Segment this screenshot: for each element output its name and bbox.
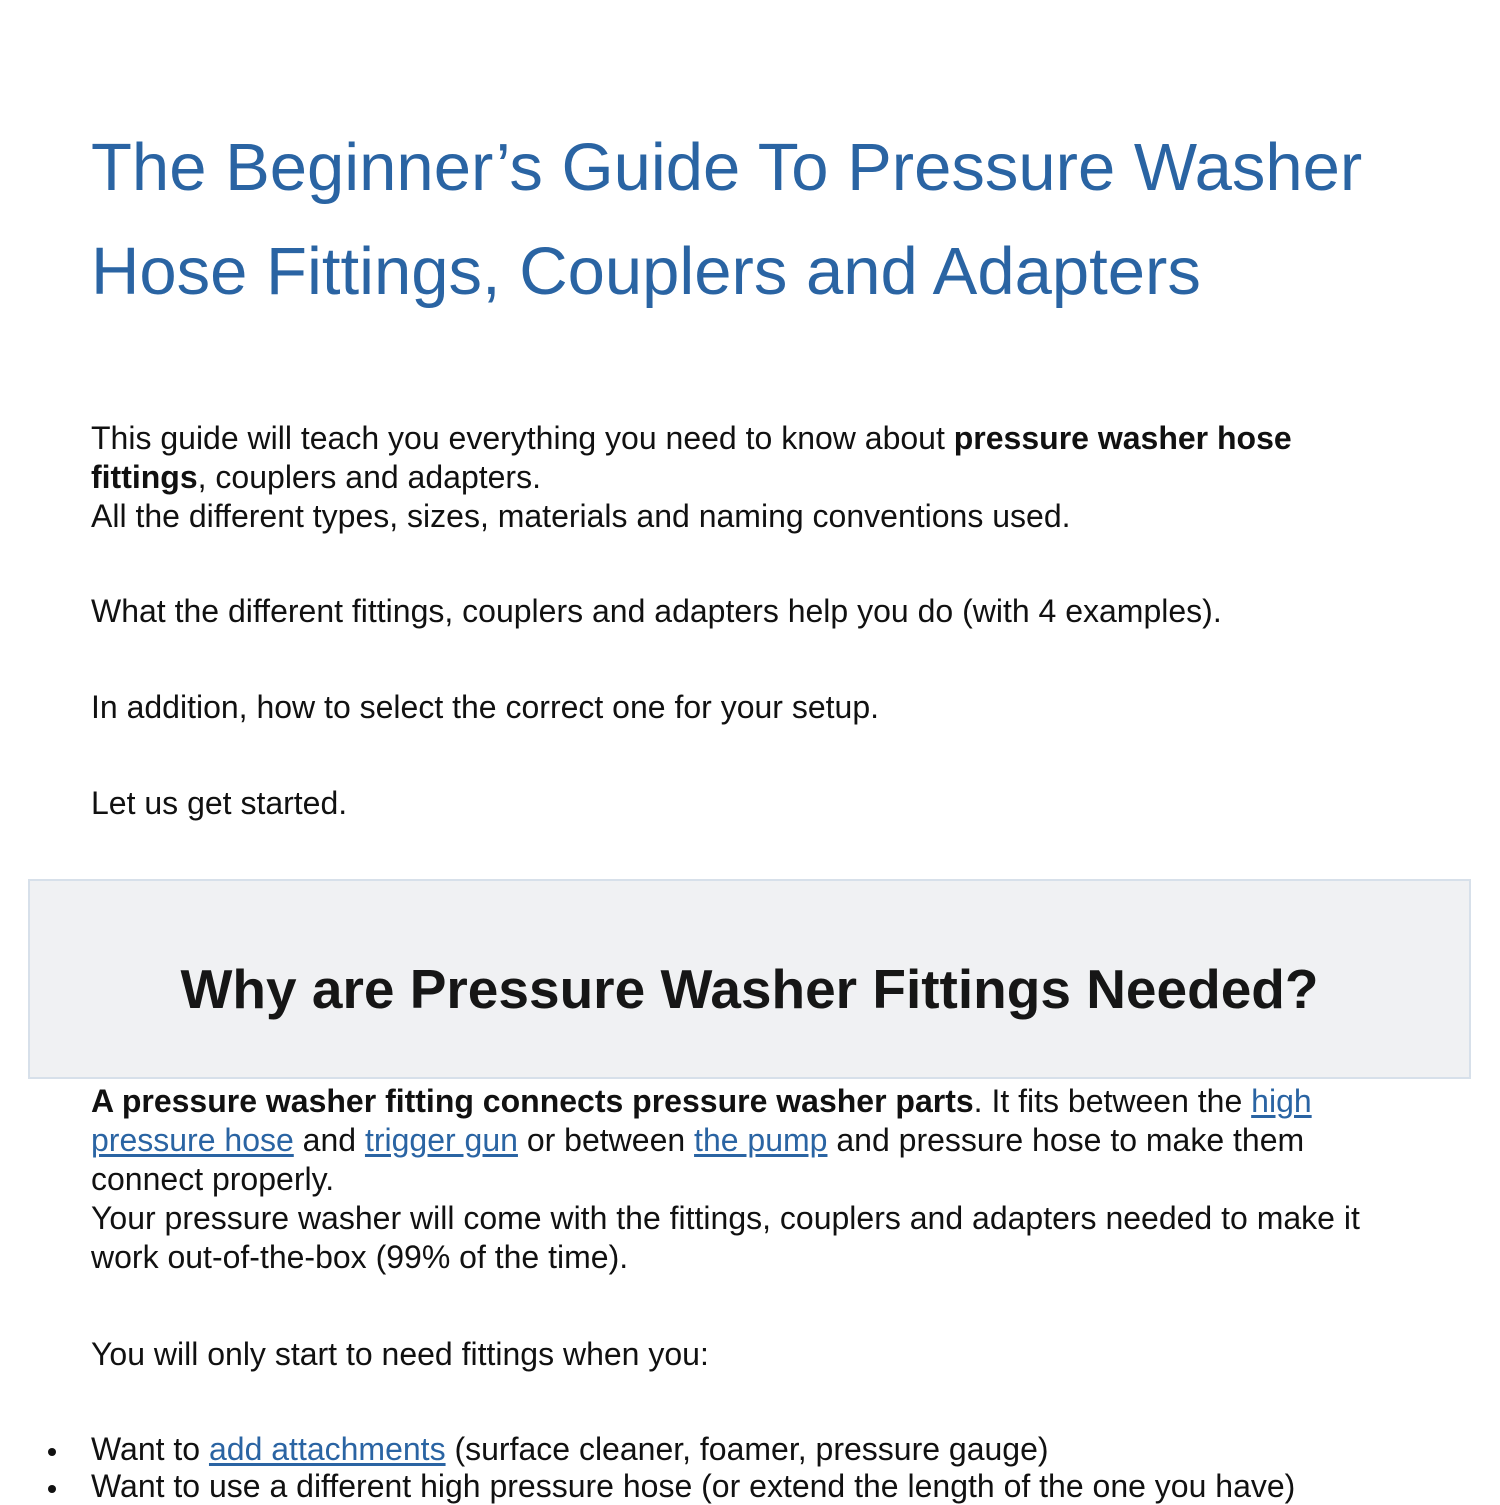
section-paragraph (91, 1082, 1411, 1277)
link-trigger-gun[interactable]: trigger gun (364, 1122, 518, 1158)
intro-bold: pressure washer hose fittings (91, 420, 1292, 495)
bullet-list (91, 1431, 1411, 1505)
section-heading: Why are Pressure Washer Fittings Needed? (180, 958, 1319, 1020)
section-bold: A pressure washer fitting connects pressure washer parts (91, 1083, 974, 1119)
intro-paragraph (91, 419, 1411, 536)
section-heading-box (28, 879, 1471, 1079)
list-item (91, 1431, 1411, 1468)
link-add-attachments[interactable]: add attachments (208, 1431, 446, 1467)
section-text: . It fits between the (973, 1083, 1252, 1119)
section-when: You will only start to need fittings when you: (91, 1336, 709, 1372)
link-the-pump[interactable]: the pump (694, 1122, 828, 1158)
section-text: and (293, 1122, 365, 1158)
intro-text: This guide will teach you everything you need to know about (91, 420, 954, 456)
list-text: Want to (91, 1431, 209, 1467)
list-text: (surface cleaner, foamer, pressure gauge) (445, 1431, 1049, 1467)
page-title: The Beginner’s Guide To Pressure Washer Hose Fittings, Couplers and Adapters (91, 130, 1363, 309)
intro-examples: What the different fittings, couplers and adapters help you do (with 4 examples). (91, 593, 1222, 629)
list-text: Want to use a different high pressure hose (or extend the length of the one you have) (91, 1468, 1296, 1504)
section-text: and pressure hose to make them connect properly. (91, 1122, 1305, 1197)
intro-text: , couplers and adapters. (197, 459, 541, 495)
list-item (91, 1468, 1411, 1505)
intro-start: Let us get started. (91, 785, 348, 821)
intro-text: All the different types, sizes, materials and naming conventions used. (91, 498, 1071, 534)
link-high-pressure-hose[interactable]: high pressure hose (91, 1083, 1312, 1158)
section-text: or between (517, 1122, 695, 1158)
intro-selection: In addition, how to select the correct one for your setup. (91, 689, 879, 725)
section-text: Your pressure washer will come with the fittings, couplers and adapters needed to make it work out-of-the-box (99% of the time). (91, 1200, 1360, 1275)
